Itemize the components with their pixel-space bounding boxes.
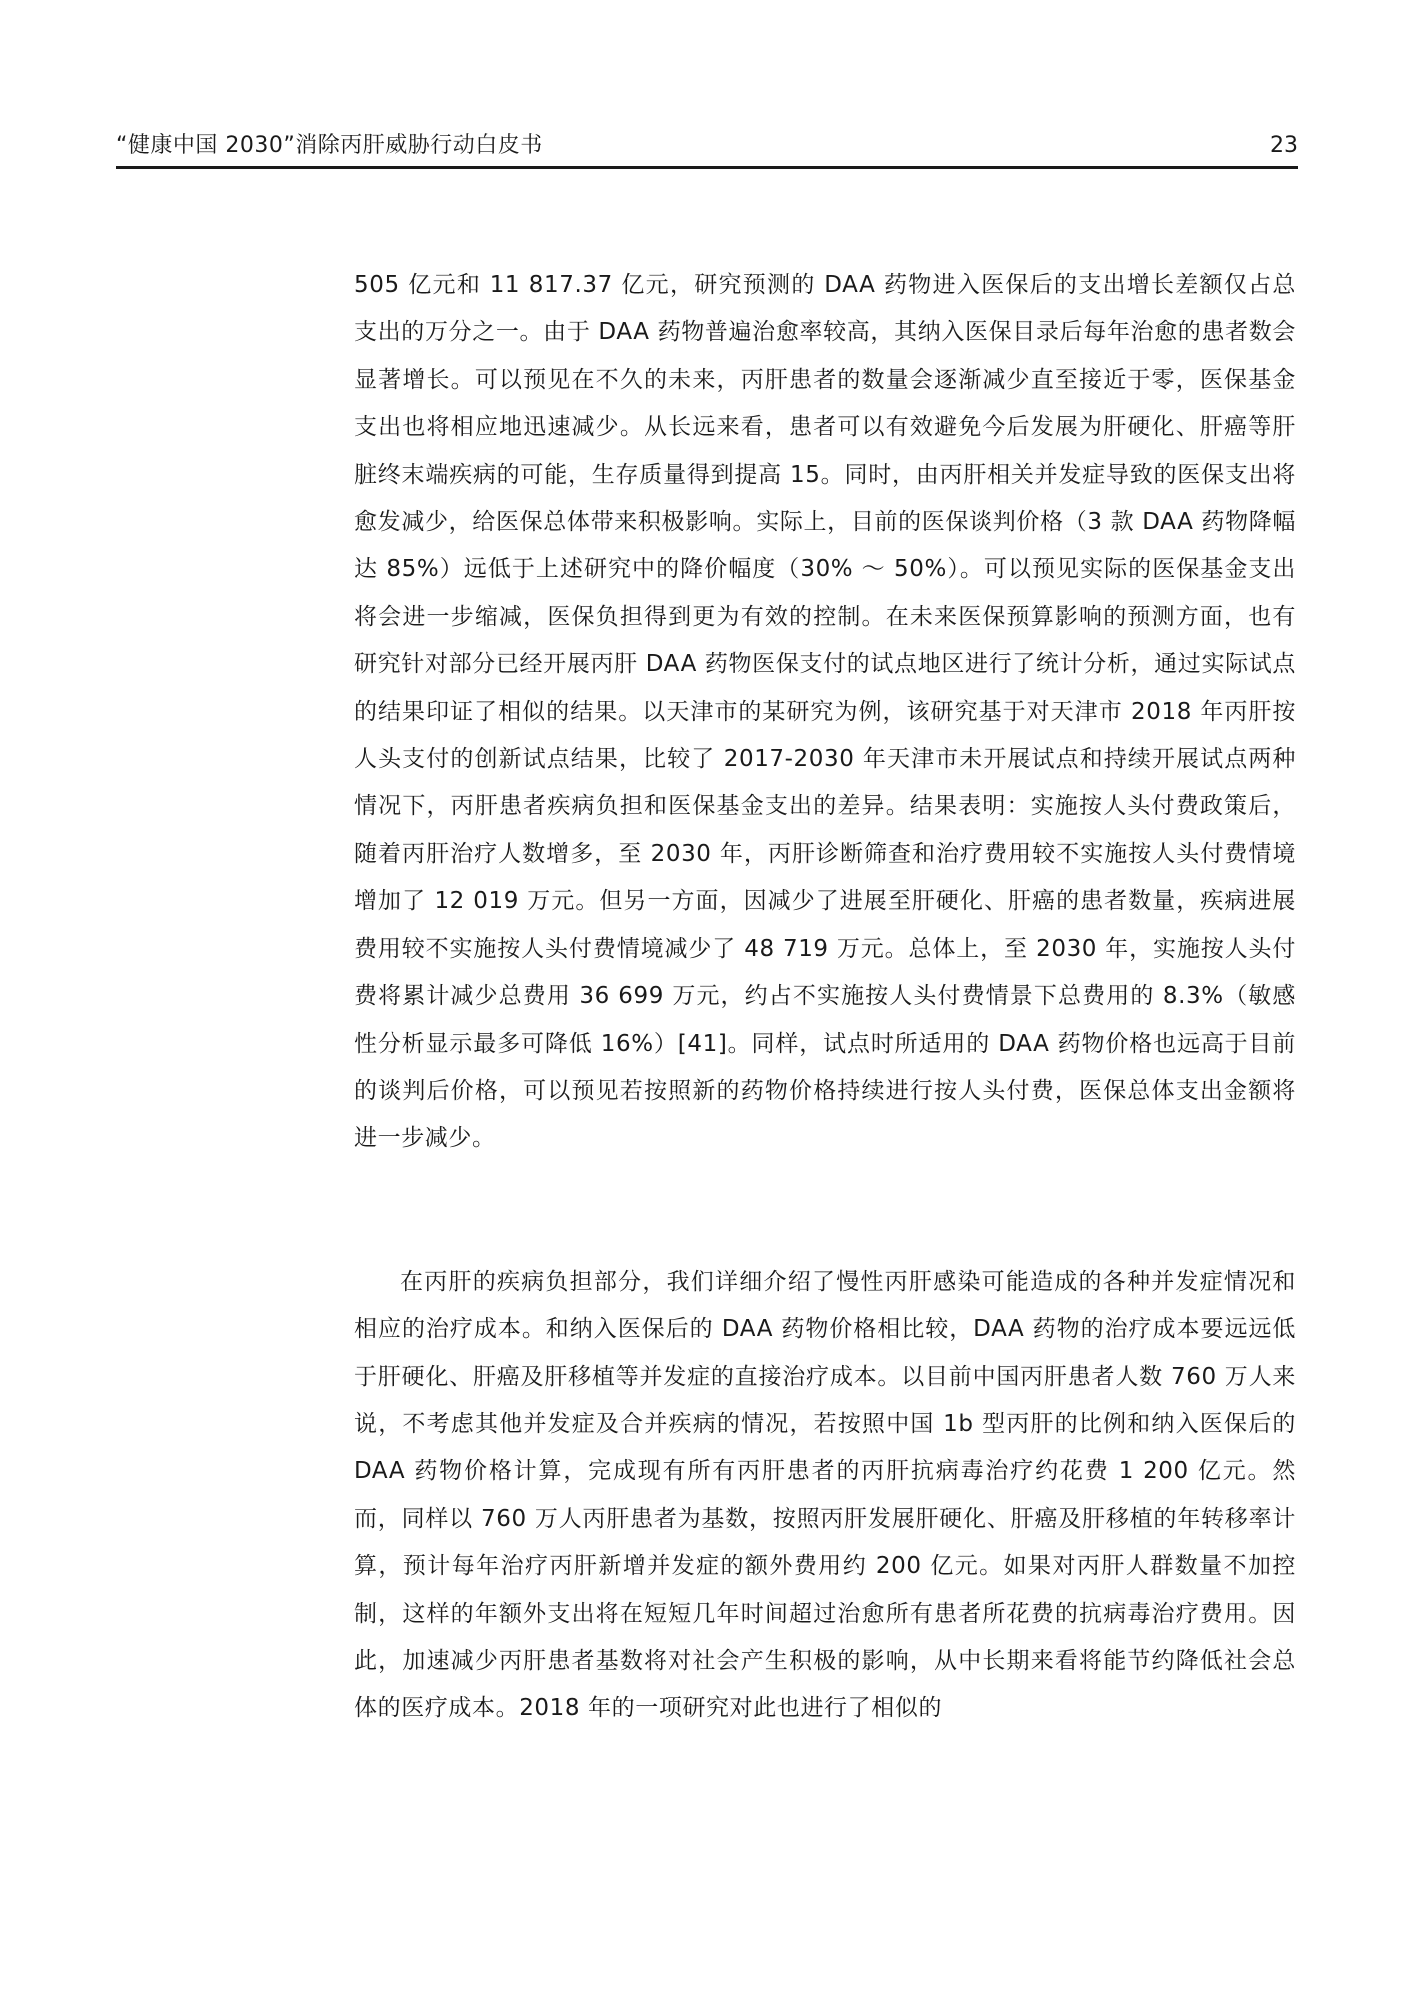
paragraph-1: 505 亿元和 11 817.37 亿元，研究预测的 DAA 药物进入医保后的支出增长差额仅占总支出的万分之一。由于 DAA 药物普遍治愈率较高，其纳入医保目录后每年治愈的患者数会显著增长。可以预见在不久的未来，丙肝患者的数量会逐渐减少直至接近于零，医保基金支出也将相应地迅速减少。从长远来看，患者可以有效避免今后发展为肝硬化、肝癌等肝脏终末端疾病的可能，生存质量得到提高 15。同时，由丙肝相关并发症导致的医保支出将愈发减少，给医保总体带来积极影响。实际上，目前的医保谈判价格（3 款 DAA 药物降幅达 85%）远低于上述研究中的降价幅度（30% ～ 50%）。可以预见实际的医保基金支出将会进一步缩减，医保负担得到更为有效的控制。在未来医保预算影响的预测方面，也有研究针对部分已经开展丙肝 DAA 药物医保支付的试点地区进行了统计分析，通过实际试点的结果印证了相似的结果。以天津市的某研究为例，该研究基于对天津市 2018 年丙肝按人头支付的创新试点结果，比较了 2017-2030 年天津市未开展试点和持续开展试点两种情况下，丙肝患者疾病负担和医保基金支出的差异。结果表明：实施按人头付费政策后，随着丙肝治疗人数增多，至 2030 年，丙肝诊断筛查和治疗费用较不实施按人头付费情境增加了 12 019 万元。但另一方面，因减少了进展至肝硬化、肝癌的患者数量，疾病进展费用较不实施按人头付费情境减少了 48 719 万元。总体上，至 2030 年，实施按人头付费将累计减少总费用 36 699 万元，约占不实施按人头付费情景下总费用的 8.3%（敏感性分析显示最多可降低 16%）[41]。同样，试点时所适用的 DAA 药物价格也远高于目前的谈判后价格，可以预见若按照新的药物价格持续进行按人头付费，医保总体支出金额将进一步减少。 [354,272,1296,1152]
body-text [354,262,1296,1733]
page-header [116,128,1298,168]
header-divider [116,166,1298,169]
running-header-title: “健康中国 2030”消除丙肝威胁行动白皮书 [116,133,543,158]
paragraph-2: 在丙肝的疾病负担部分，我们详细介绍了慢性丙肝感染可能造成的各种并发症情况和相应的治疗成本。和纳入医保后的 DAA 药物价格相比较，DAA 药物的治疗成本要远远低于肝硬化、肝癌及肝移植等并发症的直接治疗成本。以目前中国丙肝患者人数 760 万人来说，不考虑其他并发症及合并疾病的情况，若按照中国 1b 型丙肝的比例和纳入医保后的 DAA 药物价格计算，完成现有所有丙肝患者的丙肝抗病毒治疗约花费 1 200 亿元。然而，同样以 760 万人丙肝患者为基数，按照丙肝发展肝硬化、肝癌及肝移植的年转移率计算，预计每年治疗丙肝新增并发症的额外费用约 200 亿元。如果对丙肝人群数量不加控制，这样的年额外支出将在短短几年时间超过治愈所有患者所花费的抗病毒治疗费用。因此，加速减少丙肝患者基数将对社会产生积极的影响，从中长期来看将能节约降低社会总体的医疗成本。2018 年的一项研究对此也进行了相似的 [354,1268,1296,1722]
page-number: 23 [1270,133,1298,158]
